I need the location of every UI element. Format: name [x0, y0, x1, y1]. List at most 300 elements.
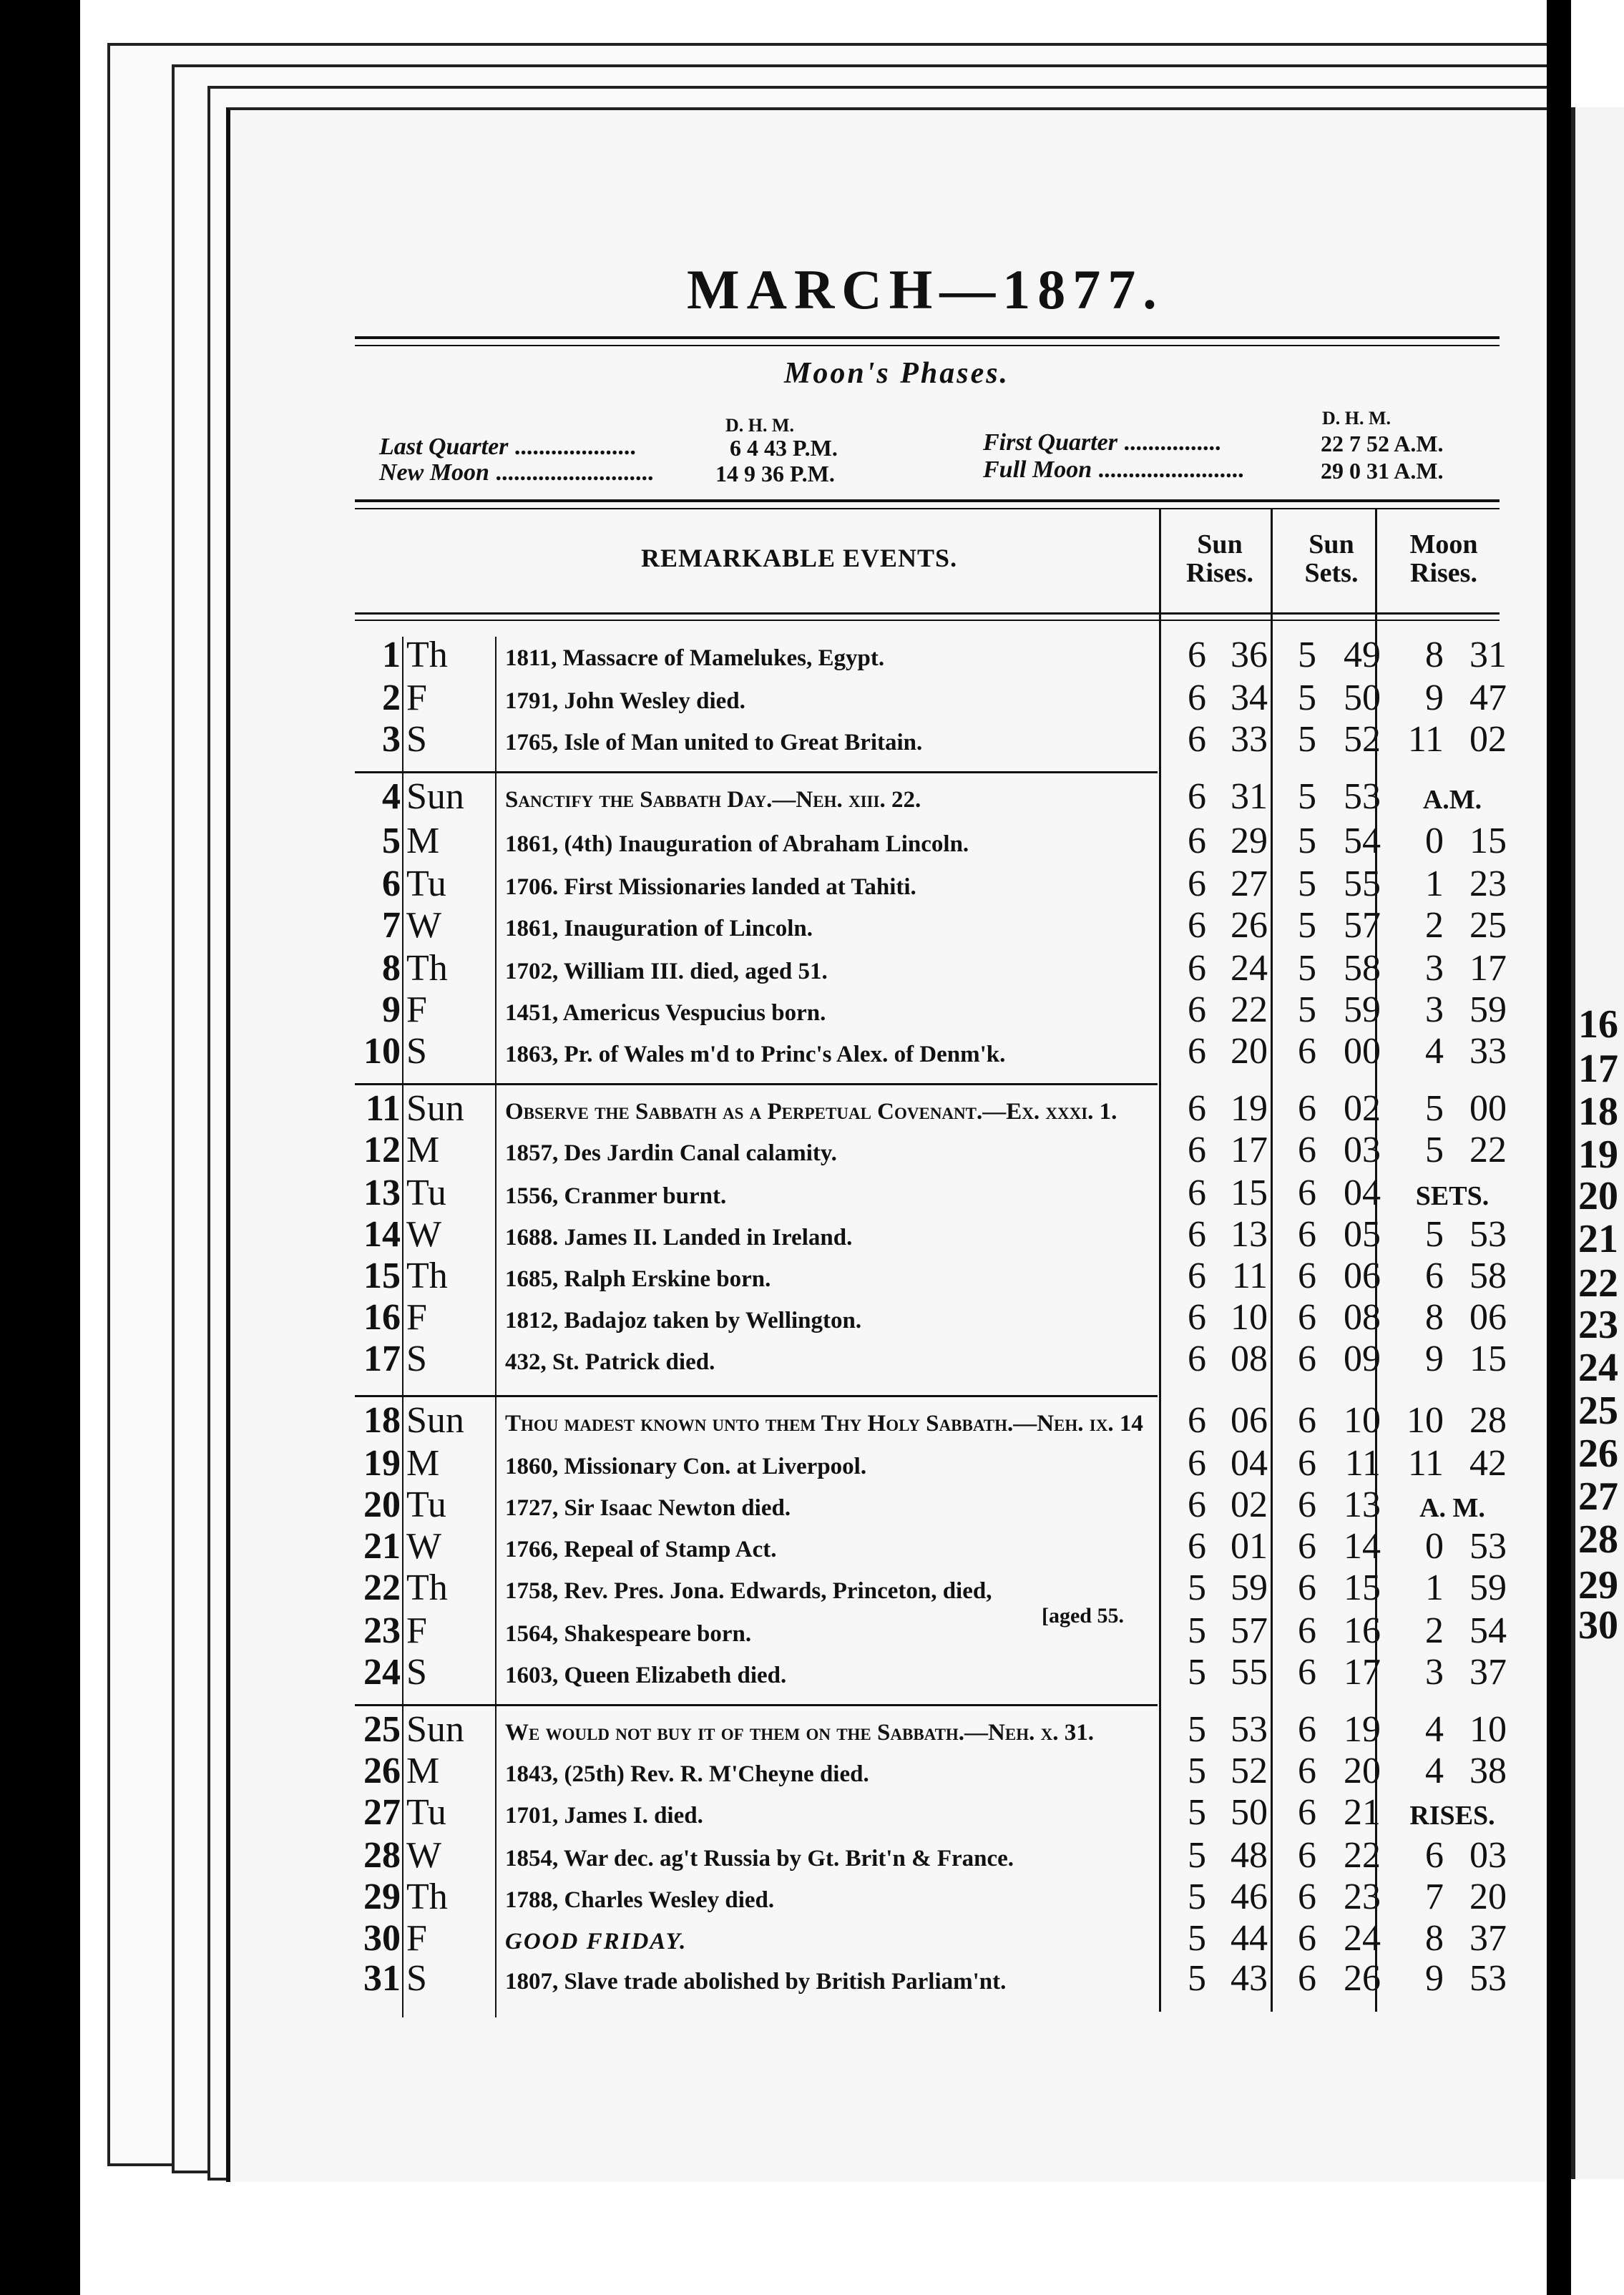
sun-set-hour: 5: [1298, 635, 1316, 675]
table-row: [0, 1339, 1624, 1381]
next-page-day-number: 21: [1578, 1217, 1618, 1261]
moon-rise-minute: 28: [1469, 1400, 1507, 1441]
sun-rise-hour: 5: [1188, 1876, 1206, 1917]
table-row: [0, 949, 1624, 990]
sun-rise-hour: 5: [1188, 1709, 1206, 1750]
event-text: Thou madest known unto them Thy Holy Sabbath.—Neh. ix. 14: [505, 1411, 1143, 1437]
day-of-week: M: [406, 1130, 440, 1170]
day-of-week: Tu: [406, 863, 446, 904]
sun-rise-hour: 5: [1188, 1918, 1206, 1959]
sun-rise-hour: 6: [1188, 1297, 1206, 1338]
sun-rise-hour: 6: [1188, 1400, 1206, 1441]
sun-set-minute: 04: [1344, 1173, 1381, 1213]
next-page-day-number: 16: [1578, 1002, 1618, 1047]
day-of-week: W: [406, 1835, 442, 1876]
day-of-week: Tu: [406, 1484, 446, 1525]
sun-sets-header: Sun Sets.: [1304, 529, 1359, 588]
sun-rise-hour: 6: [1188, 1256, 1206, 1296]
sun-rise-minute: 11: [1231, 1256, 1268, 1296]
event-text: 1807, Slave trade abolished by British Parliam'nt.: [505, 1969, 1007, 1995]
title-rule: [355, 336, 1500, 339]
moon-rise-hour: 8: [1425, 1297, 1444, 1338]
sun-rise-hour: 6: [1188, 1443, 1206, 1484]
day-number: 19: [363, 1443, 401, 1484]
phases-rule: [355, 499, 1500, 502]
sun-rise-hour: 6: [1188, 1484, 1206, 1525]
sun-set-hour: 5: [1298, 776, 1316, 817]
moon-rise-minute: 47: [1469, 677, 1507, 718]
day-number: 24: [363, 1652, 401, 1693]
sun-rise-minute: 24: [1231, 948, 1268, 989]
table-row: [0, 1032, 1624, 1073]
table-row: [0, 1793, 1624, 1834]
sun-rise-hour: 6: [1188, 905, 1206, 946]
moon-rise-minute: 33: [1469, 1031, 1507, 1072]
sun-rise-hour: 6: [1188, 989, 1206, 1030]
moon-rise-hour: 4: [1425, 1031, 1444, 1072]
sun-set-hour: 6: [1298, 1173, 1316, 1213]
sun-rise-hour: 6: [1188, 1526, 1206, 1567]
moon-rise-hour: 6: [1425, 1835, 1444, 1876]
table-row: [0, 990, 1624, 1032]
day-of-week: Th: [406, 1876, 448, 1917]
event-text: GOOD FRIDAY.: [505, 1929, 688, 1954]
table-row: [0, 1653, 1624, 1694]
event-text: 1812, Badajoz taken by Wellington.: [505, 1308, 862, 1334]
next-page-day-number: 27: [1578, 1474, 1618, 1519]
next-page-day-number: 18: [1578, 1090, 1618, 1134]
sun-rise-minute: 04: [1231, 1443, 1268, 1484]
day-of-week: Th: [406, 1567, 448, 1608]
next-page-day-number: 29: [1578, 1563, 1618, 1608]
moon-rise-hour: 9: [1425, 677, 1444, 718]
sun-rise-hour: 5: [1188, 1567, 1206, 1608]
moon-rise-hour: 3: [1425, 948, 1444, 989]
next-page-day-number: 26: [1578, 1432, 1618, 1476]
moon-rise-hour: 9: [1425, 1958, 1444, 1999]
event-text: 1791, John Wesley died.: [505, 688, 745, 714]
moon-rise-hour: 3: [1425, 989, 1444, 1030]
moon-rise-minute: 37: [1469, 1918, 1507, 1959]
sun-set-minute: 06: [1344, 1256, 1381, 1296]
phase-first-quarter-value: 22 7 52 A.M.: [1321, 431, 1444, 456]
next-page-day-number: 17: [1578, 1047, 1618, 1091]
sun-rise-hour: 6: [1188, 719, 1206, 760]
event-text: 1727, Sir Isaac Newton died.: [505, 1495, 791, 1521]
sun-rise-minute: 02: [1231, 1484, 1268, 1525]
day-number: 20: [363, 1484, 401, 1525]
sun-rise-minute: 52: [1231, 1751, 1268, 1791]
sun-set-hour: 5: [1298, 677, 1316, 718]
day-number: 18: [363, 1400, 401, 1441]
sun-rise-minute: 08: [1231, 1339, 1268, 1379]
moon-rise-minute: 10: [1469, 1709, 1507, 1750]
sun-set-minute: 59: [1344, 989, 1381, 1030]
sun-set-minute: 24: [1344, 1918, 1381, 1959]
day-number: 15: [363, 1256, 401, 1296]
event-text: 1688. James II. Landed in Ireland.: [505, 1225, 853, 1251]
table-row: [0, 864, 1624, 906]
dhm-header-left: D. H. M.: [725, 415, 795, 436]
sun-set-hour: 6: [1298, 1526, 1316, 1567]
sun-rise-hour: 6: [1188, 1173, 1206, 1213]
moon-rise-hour: 4: [1425, 1709, 1444, 1750]
sun-set-minute: 02: [1344, 1088, 1381, 1129]
moon-rises-note: SETS.: [1415, 1181, 1490, 1211]
event-text: 1701, James I. died.: [505, 1803, 703, 1829]
day-of-week: F: [406, 1918, 427, 1959]
day-of-week: W: [406, 1214, 442, 1255]
event-text: Sanctify the Sabbath Day.—Neh. xiii. 22.: [505, 787, 921, 813]
event-text: 1706. First Missionaries landed at Tahiti.: [505, 874, 916, 900]
table-row: [0, 1919, 1624, 1960]
sun-rise-minute: 15: [1231, 1173, 1268, 1213]
next-page-day-number: 28: [1578, 1517, 1618, 1562]
day-number: 5: [382, 821, 401, 861]
day-of-week: F: [406, 989, 427, 1030]
moon-rise-minute: 38: [1469, 1751, 1507, 1791]
moon-phases-heading: Moon's Phases.: [784, 357, 1010, 390]
sun-set-hour: 5: [1298, 989, 1316, 1030]
day-number: 14: [363, 1214, 401, 1255]
day-number: 28: [363, 1835, 401, 1876]
day-number: 26: [363, 1751, 401, 1791]
table-row: [0, 1130, 1624, 1172]
sun-rise-minute: 33: [1231, 719, 1268, 760]
event-text: 1451, Americus Vespucius born.: [505, 1000, 826, 1026]
day-number: 7: [382, 905, 401, 946]
sun-set-minute: 00: [1344, 1031, 1381, 1072]
table-row: [0, 1256, 1624, 1298]
sun-set-minute: 23: [1344, 1876, 1381, 1917]
day-of-week: S: [406, 1958, 427, 1999]
sun-set-hour: 6: [1298, 1088, 1316, 1129]
week-separator: [355, 1395, 1158, 1397]
header-rule: [355, 620, 1500, 621]
event-text: 1861, Inauguration of Lincoln.: [505, 916, 813, 941]
sun-rise-hour: 5: [1188, 1652, 1206, 1693]
event-text: 1564, Shakespeare born.: [505, 1621, 752, 1647]
sun-set-hour: 6: [1298, 1751, 1316, 1791]
dhm-header-right: D. H. M.: [1322, 408, 1391, 429]
moon-rise-hour: 5: [1425, 1130, 1444, 1170]
sun-rise-minute: 55: [1231, 1652, 1268, 1693]
moon-rises-note: RISES.: [1409, 1801, 1495, 1831]
moon-rise-hour: 1: [1425, 863, 1444, 904]
sun-set-hour: 5: [1298, 905, 1316, 946]
event-text: 1860, Missionary Con. at Liverpool.: [505, 1454, 867, 1479]
week-separator: [355, 1083, 1158, 1085]
table-row: [0, 821, 1624, 863]
moon-rise-minute: 53: [1469, 1526, 1507, 1567]
moon-rise-minute: 15: [1469, 821, 1507, 861]
sun-rise-hour: 6: [1188, 776, 1206, 817]
table-row: [0, 1089, 1624, 1130]
day-of-week: Sun: [406, 1088, 464, 1129]
sun-set-minute: 57: [1344, 905, 1381, 946]
sun-rise-minute: 06: [1231, 1400, 1268, 1441]
day-of-week: W: [406, 1526, 442, 1567]
sun-set-hour: 6: [1298, 1958, 1316, 1999]
sun-set-minute: 14: [1344, 1526, 1381, 1567]
day-number: 12: [363, 1130, 401, 1170]
sun-set-hour: 6: [1298, 1484, 1316, 1525]
next-page-day-number: 23: [1578, 1303, 1618, 1347]
sun-set-minute: 09: [1344, 1339, 1381, 1379]
day-number: 16: [363, 1297, 401, 1338]
moon-rise-hour: 3: [1425, 1652, 1444, 1693]
sun-rise-hour: 5: [1188, 1792, 1206, 1833]
moon-rise-minute: 20: [1469, 1876, 1507, 1917]
events-column-header: REMARKABLE EVENTS.: [641, 544, 958, 572]
sun-rise-minute: 53: [1231, 1709, 1268, 1750]
sun-rise-minute: 17: [1231, 1130, 1268, 1170]
day-number: 23: [363, 1610, 401, 1651]
sun-set-minute: 03: [1344, 1130, 1381, 1170]
day-of-week: S: [406, 719, 427, 760]
moon-rise-minute: 03: [1469, 1835, 1507, 1876]
sun-rise-hour: 6: [1188, 1214, 1206, 1255]
day-number: 8: [382, 948, 401, 989]
week-separator: [355, 771, 1158, 773]
table-row: [0, 1959, 1624, 2000]
sun-set-hour: 6: [1298, 1256, 1316, 1296]
moon-rise-hour: 8: [1425, 1918, 1444, 1959]
day-number: 25: [363, 1709, 401, 1750]
sun-set-hour: 6: [1298, 1835, 1316, 1876]
sun-rise-minute: 31: [1231, 776, 1268, 817]
sun-rise-minute: 10: [1231, 1297, 1268, 1338]
table-row: [0, 1401, 1624, 1442]
next-page-day-number: 22: [1578, 1261, 1618, 1306]
moon-rise-minute: 23: [1469, 863, 1507, 904]
moon-rise-hour: 8: [1425, 635, 1444, 675]
day-of-week: Th: [406, 948, 448, 989]
sun-set-hour: 6: [1298, 1876, 1316, 1917]
sun-set-hour: 5: [1298, 863, 1316, 904]
sun-rise-hour: 6: [1188, 1130, 1206, 1170]
sun-set-hour: 6: [1298, 1297, 1316, 1338]
day-of-week: W: [406, 905, 442, 946]
sun-set-minute: 08: [1344, 1297, 1381, 1338]
day-of-week: S: [406, 1652, 427, 1693]
moon-rise-minute: 00: [1469, 1088, 1507, 1129]
moon-rise-minute: 59: [1469, 989, 1507, 1030]
sun-rise-minute: 46: [1231, 1876, 1268, 1917]
moon-rise-hour: 0: [1425, 821, 1444, 861]
table-row: [0, 678, 1624, 720]
event-text: Observe the Sabbath as a Perpetual Covenant.—Ex. xxxi. 1.: [505, 1099, 1117, 1125]
sun-rise-hour: 6: [1188, 1031, 1206, 1072]
day-number: 17: [363, 1339, 401, 1379]
sun-set-minute: 54: [1344, 821, 1381, 861]
sun-set-hour: 6: [1298, 1709, 1316, 1750]
sun-set-minute: 20: [1344, 1751, 1381, 1791]
day-of-week: Sun: [406, 1400, 464, 1441]
event-text: 1863, Pr. of Wales m'd to Princ's Alex. of Denm'k.: [505, 1042, 1006, 1067]
sun-rise-minute: 01: [1231, 1526, 1268, 1567]
day-of-week: M: [406, 1443, 440, 1484]
phase-last-quarter-label: Last Quarter ....................: [379, 434, 636, 460]
sun-set-minute: 55: [1344, 863, 1381, 904]
day-of-week: F: [406, 677, 427, 718]
sun-rise-hour: 5: [1188, 1958, 1206, 1999]
moon-rise-minute: 31: [1469, 635, 1507, 675]
table-row: [0, 1611, 1624, 1653]
moon-rises-note: A.M.: [1422, 785, 1482, 815]
sun-rise-hour: 5: [1188, 1610, 1206, 1651]
page-title: MARCH—1877.: [687, 258, 1164, 320]
day-number: 31: [363, 1958, 401, 1999]
table-row: [0, 1751, 1624, 1793]
moon-rise-hour: 10: [1407, 1400, 1444, 1441]
sun-rise-minute: 34: [1231, 677, 1268, 718]
sun-rise-hour: 6: [1188, 863, 1206, 904]
day-of-week: M: [406, 1751, 440, 1791]
day-number: 11: [365, 1088, 401, 1129]
sun-set-minute: 22: [1344, 1835, 1381, 1876]
table-row: [0, 1173, 1624, 1215]
sun-rise-hour: 6: [1188, 948, 1206, 989]
moon-rise-minute: 37: [1469, 1652, 1507, 1693]
sun-set-minute: 52: [1344, 719, 1381, 760]
phase-first-quarter-label: First Quarter ................: [983, 429, 1221, 456]
header-rule: [355, 612, 1500, 615]
sun-rise-hour: 6: [1188, 635, 1206, 675]
moon-rise-hour: 4: [1425, 1751, 1444, 1791]
moon-rise-minute: 54: [1469, 1610, 1507, 1651]
event-text: 1603, Queen Elizabeth died.: [505, 1663, 787, 1688]
event-text: 1857, Des Jardin Canal calamity.: [505, 1140, 837, 1166]
event-text: 1854, War dec. ag't Russia by Gt. Brit'n & France.: [505, 1846, 1014, 1871]
sun-set-hour: 6: [1298, 1400, 1316, 1441]
next-page-day-number: 20: [1578, 1174, 1618, 1218]
sun-rise-hour: 6: [1188, 1088, 1206, 1129]
table-row: [0, 1710, 1624, 1751]
table-row: [0, 1527, 1624, 1568]
sun-set-minute: 53: [1344, 776, 1381, 817]
moon-rise-hour: 0: [1425, 1526, 1444, 1567]
sun-rise-hour: 6: [1188, 677, 1206, 718]
sun-set-minute: 11: [1344, 1443, 1381, 1484]
event-text: 432, St. Patrick died.: [505, 1349, 715, 1375]
phase-full-moon-label: Full Moon ........................: [983, 456, 1244, 483]
day-number: 1: [382, 635, 401, 675]
moon-rise-hour: 2: [1425, 1610, 1444, 1651]
day-of-week: Tu: [406, 1173, 446, 1213]
day-of-week: M: [406, 821, 440, 861]
table-row: [0, 1836, 1624, 1877]
aged-note: [aged 55.: [1042, 1604, 1124, 1628]
moon-rise-minute: 22: [1469, 1130, 1507, 1170]
sun-rise-minute: 22: [1231, 989, 1268, 1030]
sun-set-hour: 5: [1298, 821, 1316, 861]
moon-rise-hour: 5: [1425, 1214, 1444, 1255]
event-text: 1811, Massacre of Mamelukes, Egypt.: [505, 645, 885, 671]
sun-set-hour: 5: [1298, 948, 1316, 989]
sun-set-minute: 13: [1344, 1484, 1381, 1525]
event-text: 1702, William III. died, aged 51.: [505, 959, 828, 984]
sun-rise-minute: 43: [1231, 1958, 1268, 1999]
table-row: [0, 777, 1624, 818]
day-number: 4: [382, 776, 401, 817]
sun-rise-minute: 48: [1231, 1835, 1268, 1876]
sun-set-minute: 21: [1344, 1792, 1381, 1833]
sun-rise-minute: 59: [1231, 1567, 1268, 1608]
sun-rise-minute: 44: [1231, 1918, 1268, 1959]
day-number: 29: [363, 1876, 401, 1917]
moon-rise-hour: 9: [1425, 1339, 1444, 1379]
sun-set-minute: 19: [1344, 1709, 1381, 1750]
day-number: 22: [363, 1567, 401, 1608]
sun-set-minute: 17: [1344, 1652, 1381, 1693]
sun-set-minute: 50: [1344, 677, 1381, 718]
day-of-week: F: [406, 1610, 427, 1651]
moon-rises-header: Moon Rises.: [1409, 529, 1478, 588]
day-of-week: S: [406, 1031, 427, 1072]
sun-set-minute: 10: [1344, 1400, 1381, 1441]
day-number: 9: [382, 989, 401, 1030]
sun-rise-minute: 20: [1231, 1031, 1268, 1072]
event-text: 1685, Ralph Erskine born.: [505, 1266, 771, 1292]
moon-rise-hour: 11: [1407, 719, 1444, 760]
event-text: 1556, Cranmer burnt.: [505, 1183, 727, 1209]
table-row: [0, 1877, 1624, 1919]
sun-rise-minute: 19: [1231, 1088, 1268, 1129]
sun-rise-hour: 6: [1188, 821, 1206, 861]
sun-rise-minute: 29: [1231, 821, 1268, 861]
table-row: [0, 635, 1624, 677]
event-text: 1788, Charles Wesley died.: [505, 1887, 775, 1913]
moon-rise-minute: 15: [1469, 1339, 1507, 1379]
table-row: [0, 720, 1624, 761]
day-of-week: S: [406, 1339, 427, 1379]
day-number: 10: [363, 1031, 401, 1072]
moon-rise-hour: 6: [1425, 1256, 1444, 1296]
sun-rise-hour: 5: [1188, 1751, 1206, 1791]
table-row: [0, 1298, 1624, 1339]
phase-new-moon-label: New Moon ..........................: [379, 459, 654, 486]
phase-last-quarter-value: 6 4 43 P.M.: [730, 435, 838, 461]
moon-rise-minute: 42: [1469, 1443, 1507, 1484]
event-text: 1765, Isle of Man united to Great Britain.: [505, 730, 923, 755]
day-number: 6: [382, 863, 401, 904]
sun-rise-minute: 57: [1231, 1610, 1268, 1651]
sun-set-minute: 16: [1344, 1610, 1381, 1651]
phase-full-moon-value: 29 0 31 A.M.: [1321, 458, 1444, 484]
event-text: 1758, Rev. Pres. Jona. Edwards, Princeton, died,: [505, 1578, 992, 1604]
event-text: 1843, (25th) Rev. R. M'Cheyne died.: [505, 1761, 869, 1787]
day-number: 2: [382, 677, 401, 718]
moon-rise-minute: 53: [1469, 1958, 1507, 1999]
sun-rise-minute: 13: [1231, 1214, 1268, 1255]
day-of-week: Th: [406, 635, 448, 675]
phases-rule: [355, 508, 1500, 509]
table-row: [0, 1485, 1624, 1527]
moon-rise-hour: 7: [1425, 1876, 1444, 1917]
sun-set-hour: 6: [1298, 1652, 1316, 1693]
day-number: 30: [363, 1918, 401, 1959]
sun-set-hour: 6: [1298, 1031, 1316, 1072]
sun-set-minute: 05: [1344, 1214, 1381, 1255]
moon-rise-minute: 53: [1469, 1214, 1507, 1255]
sun-set-hour: 6: [1298, 1443, 1316, 1484]
phase-new-moon-value: 14 9 36 P.M.: [715, 461, 835, 486]
table-row: [0, 906, 1624, 947]
moon-rise-hour: 11: [1407, 1443, 1444, 1484]
day-of-week: Tu: [406, 1792, 446, 1833]
moon-rise-minute: 25: [1469, 905, 1507, 946]
